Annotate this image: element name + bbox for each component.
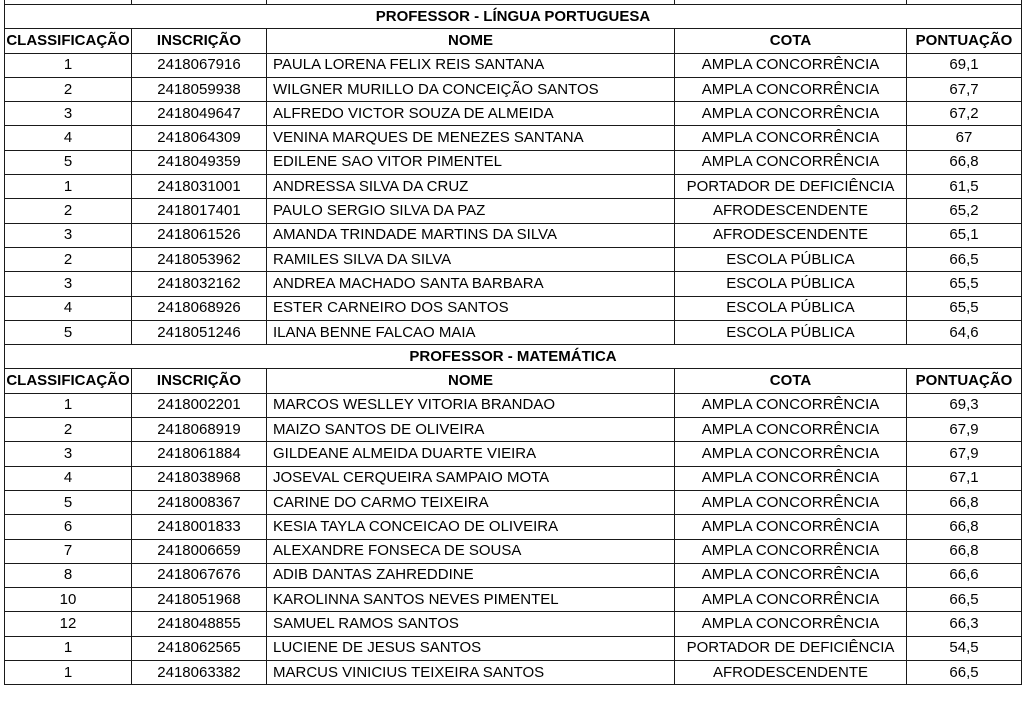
table-row <box>5 418 1022 442</box>
section-title-row <box>5 345 1022 369</box>
table-row <box>5 466 1022 490</box>
cell-inscricao: 2418053962 <box>132 247 267 271</box>
cell-classificacao: 1 <box>5 661 132 685</box>
cell-cota: PORTADOR DE DEFICIÊNCIA <box>675 175 907 199</box>
cell-classificacao: 2 <box>5 418 132 442</box>
table-row <box>5 636 1022 660</box>
table-row <box>5 442 1022 466</box>
cell-cota: AMPLA CONCORRÊNCIA <box>675 612 907 636</box>
cell-inscricao: 2418049647 <box>132 102 267 126</box>
table-row <box>5 296 1022 320</box>
cell-classificacao: 4 <box>5 126 132 150</box>
cell-nome: ANDRESSA SILVA DA CRUZ <box>267 175 675 199</box>
column-header-inscricao: INSCRIÇÃO <box>132 29 267 53</box>
cell-cota: AMPLA CONCORRÊNCIA <box>675 418 907 442</box>
cell-classificacao: 5 <box>5 490 132 514</box>
results-table-body <box>5 0 1022 685</box>
cell-cota: ESCOLA PÚBLICA <box>675 272 907 296</box>
cell-pontuacao: 66,3 <box>907 612 1022 636</box>
table-row <box>5 53 1022 77</box>
cell-cota: ESCOLA PÚBLICA <box>675 320 907 344</box>
cell-pontuacao: 64,6 <box>907 320 1022 344</box>
cell-classificacao: 5 <box>5 320 132 344</box>
cell-cota: AMPLA CONCORRÊNCIA <box>675 539 907 563</box>
cell-inscricao: 2418002201 <box>132 393 267 417</box>
cell-cota: AFRODESCENDENTE <box>675 199 907 223</box>
cell-nome: GILDEANE ALMEIDA DUARTE VIEIRA <box>267 442 675 466</box>
cell-cota: AFRODESCENDENTE <box>675 223 907 247</box>
cell-nome: WILGNER MURILLO DA CONCEIÇÃO SANTOS <box>267 77 675 101</box>
cell-classificacao: 1 <box>5 53 132 77</box>
cell-classificacao: 1 <box>5 393 132 417</box>
cell-nome: VENINA MARQUES DE MENEZES SANTANA <box>267 126 675 150</box>
cell-cota: AMPLA CONCORRÊNCIA <box>675 150 907 174</box>
cell-pontuacao: 67,9 <box>907 418 1022 442</box>
cell-pontuacao: 65,5 <box>907 272 1022 296</box>
cell-pontuacao: 66,5 <box>907 247 1022 271</box>
cell-inscricao: 2418051968 <box>132 588 267 612</box>
cell-classificacao: 4 <box>5 296 132 320</box>
cell-pontuacao: 67,2 <box>907 102 1022 126</box>
cell-cota: AMPLA CONCORRÊNCIA <box>675 102 907 126</box>
cell-nome: ALEXANDRE FONSECA DE SOUSA <box>267 539 675 563</box>
cell-inscricao: 2418001833 <box>132 515 267 539</box>
cell-nome: ADIB DANTAS ZAHREDDINE <box>267 563 675 587</box>
cell-nome: JOSEVAL CERQUEIRA SAMPAIO MOTA <box>267 466 675 490</box>
cell-inscricao: 2418062565 <box>132 636 267 660</box>
cell-classificacao: 8 <box>5 563 132 587</box>
table-row <box>5 199 1022 223</box>
cell-pontuacao: 69,3 <box>907 393 1022 417</box>
cell-pontuacao: 66,6 <box>907 563 1022 587</box>
cell-pontuacao: 66,8 <box>907 539 1022 563</box>
cell-classificacao: 3 <box>5 442 132 466</box>
cell-inscricao: 2418017401 <box>132 199 267 223</box>
column-header-cota: COTA <box>675 369 907 393</box>
cell-inscricao: 2418059938 <box>132 77 267 101</box>
table-row <box>5 247 1022 271</box>
cell-pontuacao: 66,5 <box>907 661 1022 685</box>
cell-nome: KAROLINNA SANTOS NEVES PIMENTEL <box>267 588 675 612</box>
cell-classificacao: 3 <box>5 272 132 296</box>
table-row <box>5 175 1022 199</box>
cell-inscricao: 2418006659 <box>132 539 267 563</box>
column-header-inscricao: INSCRIÇÃO <box>132 369 267 393</box>
table-row <box>5 150 1022 174</box>
cell-cota: ESCOLA PÚBLICA <box>675 296 907 320</box>
table-row <box>5 102 1022 126</box>
table-row <box>5 539 1022 563</box>
cell-inscricao: 2418008367 <box>132 490 267 514</box>
cell-pontuacao: 65,5 <box>907 296 1022 320</box>
cell-inscricao: 2418048855 <box>132 612 267 636</box>
cell-inscricao: 2418049359 <box>132 150 267 174</box>
cell-nome: ANDREA MACHADO SANTA BARBARA <box>267 272 675 296</box>
table-row <box>5 588 1022 612</box>
cell-cota: AMPLA CONCORRÊNCIA <box>675 466 907 490</box>
cell-classificacao: 2 <box>5 247 132 271</box>
cell-classificacao: 7 <box>5 539 132 563</box>
table-row <box>5 661 1022 685</box>
section-title: PROFESSOR - LÍNGUA PORTUGUESA <box>5 5 1022 29</box>
results-table <box>4 0 1022 685</box>
cell-nome: LUCIENE DE JESUS SANTOS <box>267 636 675 660</box>
cell-nome: CARINE DO CARMO TEIXEIRA <box>267 490 675 514</box>
column-header-classificacao: CLASSIFICAÇÃO <box>5 369 132 393</box>
cell-nome: MAIZO SANTOS DE OLIVEIRA <box>267 418 675 442</box>
cell-pontuacao: 65,1 <box>907 223 1022 247</box>
cell-nome: ALFREDO VICTOR SOUZA DE ALMEIDA <box>267 102 675 126</box>
cell-pontuacao: 66,5 <box>907 588 1022 612</box>
cell-inscricao: 2418061526 <box>132 223 267 247</box>
cell-inscricao: 2418068926 <box>132 296 267 320</box>
table-row <box>5 272 1022 296</box>
column-header-nome: NOME <box>267 29 675 53</box>
cell-inscricao: 2418038968 <box>132 466 267 490</box>
column-header-row <box>5 369 1022 393</box>
cell-nome: MARCOS WESLLEY VITORIA BRANDAO <box>267 393 675 417</box>
column-header-classificacao: CLASSIFICAÇÃO <box>5 29 132 53</box>
cell-classificacao: 5 <box>5 150 132 174</box>
table-row <box>5 77 1022 101</box>
cell-cota: AFRODESCENDENTE <box>675 661 907 685</box>
cell-cota: AMPLA CONCORRÊNCIA <box>675 77 907 101</box>
cell-pontuacao: 66,8 <box>907 150 1022 174</box>
cell-pontuacao: 67,7 <box>907 77 1022 101</box>
results-document <box>4 0 1021 685</box>
cell-nome: ESTER CARNEIRO DOS SANTOS <box>267 296 675 320</box>
cell-pontuacao: 54,5 <box>907 636 1022 660</box>
cell-classificacao: 10 <box>5 588 132 612</box>
cell-classificacao: 3 <box>5 223 132 247</box>
cell-pontuacao: 67,9 <box>907 442 1022 466</box>
cell-pontuacao: 65,2 <box>907 199 1022 223</box>
cell-cota: AMPLA CONCORRÊNCIA <box>675 515 907 539</box>
table-row <box>5 223 1022 247</box>
cell-cota: AMPLA CONCORRÊNCIA <box>675 442 907 466</box>
cell-inscricao: 2418063382 <box>132 661 267 685</box>
cell-inscricao: 2418068919 <box>132 418 267 442</box>
column-header-pontuacao: PONTUAÇÃO <box>907 369 1022 393</box>
cell-inscricao: 2418031001 <box>132 175 267 199</box>
cell-cota: AMPLA CONCORRÊNCIA <box>675 490 907 514</box>
cell-classificacao: 2 <box>5 199 132 223</box>
cell-classificacao: 12 <box>5 612 132 636</box>
cell-cota: AMPLA CONCORRÊNCIA <box>675 393 907 417</box>
cell-nome: PAULO SERGIO SILVA DA PAZ <box>267 199 675 223</box>
cell-inscricao: 2418051246 <box>132 320 267 344</box>
column-header-cota: COTA <box>675 29 907 53</box>
cell-cota: AMPLA CONCORRÊNCIA <box>675 53 907 77</box>
cell-nome: RAMILES SILVA DA SILVA <box>267 247 675 271</box>
cell-classificacao: 2 <box>5 77 132 101</box>
table-row <box>5 393 1022 417</box>
cell-nome: EDILENE SAO VITOR PIMENTEL <box>267 150 675 174</box>
cell-cota: PORTADOR DE DEFICIÊNCIA <box>675 636 907 660</box>
cell-pontuacao: 66,8 <box>907 490 1022 514</box>
cell-inscricao: 2418032162 <box>132 272 267 296</box>
cell-pontuacao: 61,5 <box>907 175 1022 199</box>
cell-inscricao: 2418061884 <box>132 442 267 466</box>
cell-nome: AMANDA TRINDADE MARTINS DA SILVA <box>267 223 675 247</box>
column-header-nome: NOME <box>267 369 675 393</box>
cell-inscricao: 2418067916 <box>132 53 267 77</box>
cell-inscricao: 2418064309 <box>132 126 267 150</box>
cell-cota: AMPLA CONCORRÊNCIA <box>675 588 907 612</box>
cell-inscricao: 2418067676 <box>132 563 267 587</box>
cell-nome: KESIA TAYLA CONCEICAO DE OLIVEIRA <box>267 515 675 539</box>
cell-nome: PAULA LORENA FELIX REIS SANTANA <box>267 53 675 77</box>
cell-classificacao: 1 <box>5 175 132 199</box>
cell-classificacao: 3 <box>5 102 132 126</box>
table-row <box>5 563 1022 587</box>
table-row <box>5 490 1022 514</box>
table-row <box>5 320 1022 344</box>
table-row <box>5 126 1022 150</box>
table-row <box>5 612 1022 636</box>
section-title: PROFESSOR - MATEMÁTICA <box>5 345 1022 369</box>
column-header-row <box>5 29 1022 53</box>
cell-classificacao: 4 <box>5 466 132 490</box>
section-title-row <box>5 5 1022 29</box>
cell-nome: MARCUS VINICIUS TEIXEIRA SANTOS <box>267 661 675 685</box>
cell-cota: AMPLA CONCORRÊNCIA <box>675 563 907 587</box>
column-header-pontuacao: PONTUAÇÃO <box>907 29 1022 53</box>
table-row <box>5 515 1022 539</box>
cell-pontuacao: 66,8 <box>907 515 1022 539</box>
cell-pontuacao: 67,1 <box>907 466 1022 490</box>
cell-classificacao: 6 <box>5 515 132 539</box>
cell-nome: ILANA BENNE FALCAO MAIA <box>267 320 675 344</box>
cell-cota: AMPLA CONCORRÊNCIA <box>675 126 907 150</box>
cell-pontuacao: 69,1 <box>907 53 1022 77</box>
cell-classificacao: 1 <box>5 636 132 660</box>
cell-nome: SAMUEL RAMOS SANTOS <box>267 612 675 636</box>
cell-cota: ESCOLA PÚBLICA <box>675 247 907 271</box>
cell-pontuacao: 67 <box>907 126 1022 150</box>
